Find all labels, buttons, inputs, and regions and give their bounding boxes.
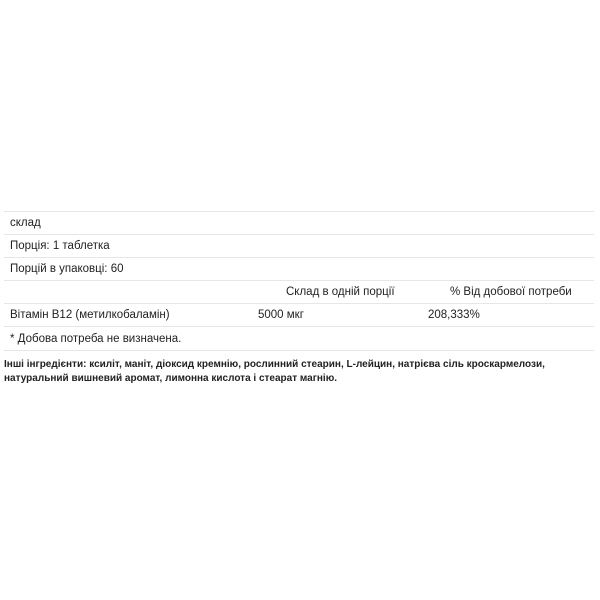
nutrient-name: Вітамін B12 (метилкобаламін) [10, 309, 170, 321]
facts-title: склад [10, 217, 41, 229]
footnote-row [4, 326, 594, 351]
serving-size-row [4, 234, 594, 257]
nutrient-row [4, 303, 594, 326]
nutrient-daily-value: 208,333% [428, 309, 480, 321]
supplement-facts-table [4, 211, 594, 351]
servings-per-container: Порцій в упаковці: 60 [10, 263, 124, 275]
daily-value-header: % Від добової потреби [450, 286, 572, 298]
other-ingredients: Інші інгредієнти: ксиліт, маніт, діоксид кремнію, рослинний стеарин, L-лейцин, натрієва сіль кроскармелози, натуральний вишневий аромат, лимонна кислота і стеарат магнію. [4, 359, 545, 384]
nutrient-amount: 5000 мкг [258, 309, 304, 321]
facts-header-row [4, 280, 594, 303]
amount-per-serving-header: Склад в одній порції [286, 286, 395, 298]
footnote: * Добова потреба не визначена. [10, 333, 182, 345]
servings-per-container-row [4, 257, 594, 280]
facts-title-row [4, 211, 594, 234]
serving-size: Порція: 1 таблетка [10, 240, 110, 252]
